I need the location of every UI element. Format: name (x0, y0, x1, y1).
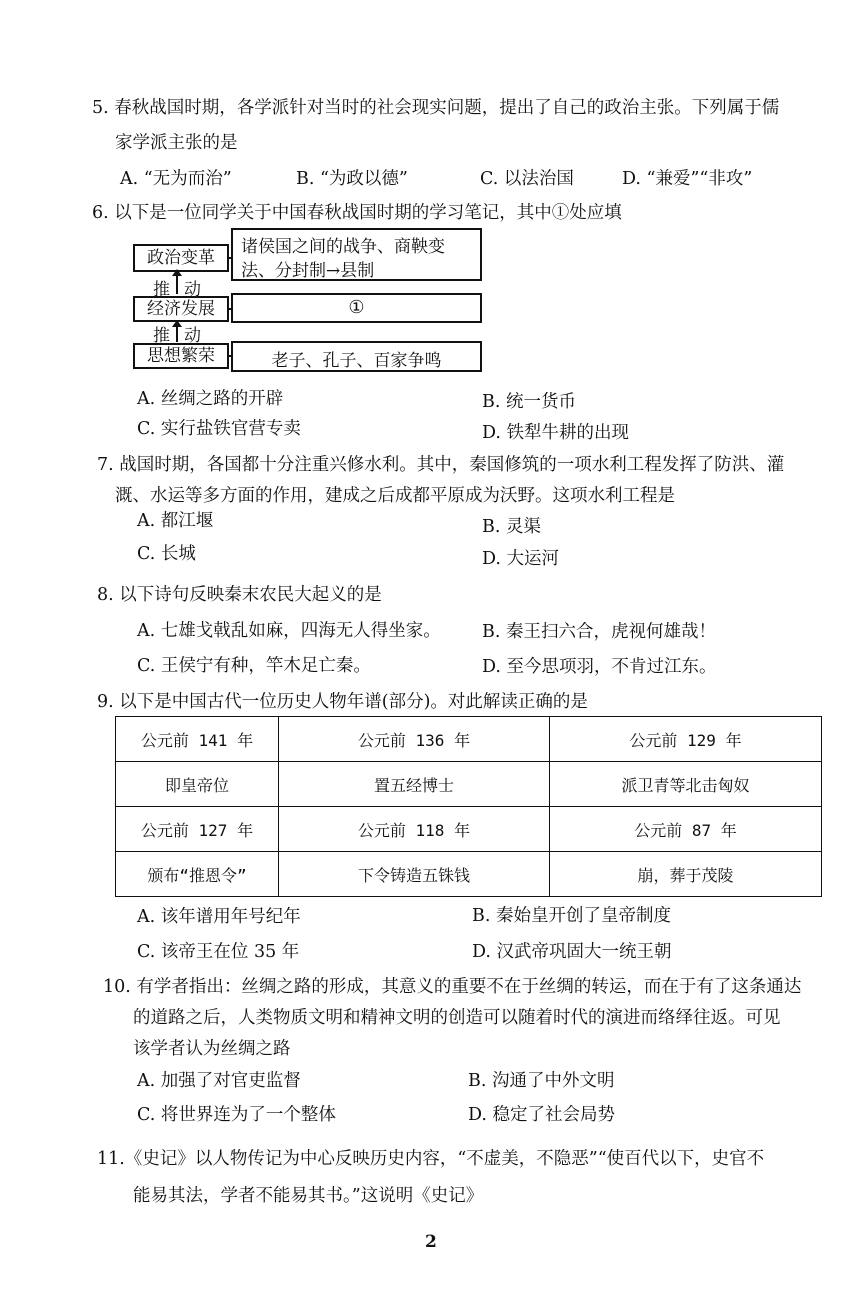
table-row (116, 807, 822, 852)
table-cell: 公元前 127 年 (116, 807, 279, 852)
table-cell: 崩，葬于茂陵 (550, 852, 822, 897)
q6-option-a: A. 丝绸之路的开辟 (137, 389, 284, 409)
q9-option-a: A. 该年谱用年号纪年 (137, 907, 301, 927)
question-5-stem-line2: 家学派主张的是 (115, 133, 238, 153)
q7-option-d: D. 大运河 (482, 549, 560, 569)
q6-option-b: B. 统一货币 (482, 392, 576, 412)
q7-option-b: B. 灵渠 (482, 517, 541, 537)
q10-option-a: A. 加强了对官吏监督 (137, 1071, 301, 1091)
q9-option-d: D. 汉武帝巩固大一统王朝 (472, 942, 672, 962)
diagram-box-economy (231, 293, 482, 323)
question-9-stem: 9. 以下是中国古代一位历史人物年谱(部分)。对此解读正确的是 (97, 692, 588, 712)
table-row (116, 717, 822, 762)
diagram-politics-line1: 诸侯国之间的战争、商鞅变 (241, 237, 445, 257)
question-10-stem-line2: 的道路之后，人类物质文明和精神文明的创造可以随着时代的演进而络绎往返。可见 (133, 1008, 781, 1028)
question-5-stem-line1: 5. 春秋战国时期，各学派针对当时的社会现实问题，提出了自己的政治主张。下列属于儒 (92, 98, 780, 118)
q8-option-c: C. 王侯宁有种，竿木足亡秦。 (137, 656, 371, 676)
question-11-stem-line2: 能易其法，学者不能易其书。”这说明《史记》 (133, 1186, 484, 1206)
table-cell: 下令铸造五铢钱 (279, 852, 550, 897)
question-11-stem-line1: 11.《史记》以人物传记为中心反映历史内容，“不虚美，不隐恶”“使百代以下，史官不 (97, 1149, 765, 1169)
diagram-thought-content: 老子、孔子、百家争鸣 (271, 351, 442, 371)
q9-option-b: B. 秦始皇开创了皇帝制度 (472, 906, 671, 926)
q8-option-d: D. 至今思项羽，不肯过江东。 (482, 657, 717, 677)
diagram-box-politics (231, 228, 482, 281)
q5-option-a: A. “无为而治” (120, 169, 232, 189)
question-10-stem-line1: 10. 有学者指出：丝绸之路的形成，其意义的重要不在于丝绸的转运，而在于有了这条通达 (103, 977, 802, 997)
q5-option-d: D. “兼爱”“非攻” (622, 169, 753, 189)
table-cell: 公元前 118 年 (279, 807, 550, 852)
q7-option-c: C. 长城 (137, 544, 196, 564)
push-label-1: 推动 (153, 280, 215, 300)
page-number: 2 (425, 1232, 437, 1252)
table-cell: 公元前 141 年 (116, 717, 279, 762)
question-7-stem-line1: 7. 战国时期，各国都十分注重兴修水利。其中，秦国修筑的一项水利工程发挥了防洪、灌 (97, 455, 785, 475)
q9-option-c: C. 该帝王在位 35 年 (137, 942, 300, 962)
table-row (116, 852, 822, 897)
diagram-blank-marker: ① (348, 297, 365, 318)
q8-option-a: A. 七雄戈戟乱如麻，四海无人得坐家。 (137, 621, 441, 641)
table-cell: 颁布“推恩令” (116, 852, 279, 897)
question-10-stem-line3: 该学者认为丝绸之路 (133, 1039, 291, 1059)
question-8-stem: 8. 以下诗句反映秦末农民大起义的是 (97, 585, 382, 605)
table-row (116, 762, 822, 807)
push-label-2: 推动 (153, 326, 215, 346)
chronology-table (115, 716, 822, 897)
table-cell: 置五经博士 (279, 762, 550, 807)
q6-option-c: C. 实行盐铁官营专卖 (137, 419, 301, 439)
q10-option-b: B. 沟通了中外文明 (468, 1071, 615, 1091)
table-cell: 公元前 136 年 (279, 717, 550, 762)
q6-option-d: D. 铁犁牛耕的出现 (482, 423, 630, 443)
diagram-label-economy: 经济发展 (133, 296, 229, 322)
table-cell: 公元前 129 年 (550, 717, 822, 762)
q10-option-d: D. 稳定了社会局势 (468, 1105, 616, 1125)
q8-option-b: B. 秦王扫六合，虎视何雄哉！ (482, 622, 716, 642)
table-cell: 即皇帝位 (116, 762, 279, 807)
diagram-politics-line2: 法、分封制→县制 (241, 261, 375, 281)
diagram-label-thought: 思想繁荣 (133, 343, 229, 369)
table-cell: 派卫青等北击匈奴 (550, 762, 822, 807)
question-7-stem-line2: 溉、水运等多方面的作用，建成之后成都平原成为沃野。这项水利工程是 (115, 486, 675, 506)
question-6-stem: 6. 以下是一位同学关于中国春秋战国时期的学习笔记，其中①处应填 (92, 203, 622, 223)
q5-option-c: C. 以法治国 (480, 169, 574, 189)
q10-option-c: C. 将世界连为了一个整体 (137, 1105, 336, 1125)
diagram-label-politics: 政治变革 (133, 244, 229, 272)
q7-option-a: A. 都江堰 (137, 511, 214, 531)
diagram-box-thought (231, 341, 482, 372)
q5-option-b: B. “为政以德” (296, 169, 408, 189)
table-cell: 公元前 87 年 (550, 807, 822, 852)
